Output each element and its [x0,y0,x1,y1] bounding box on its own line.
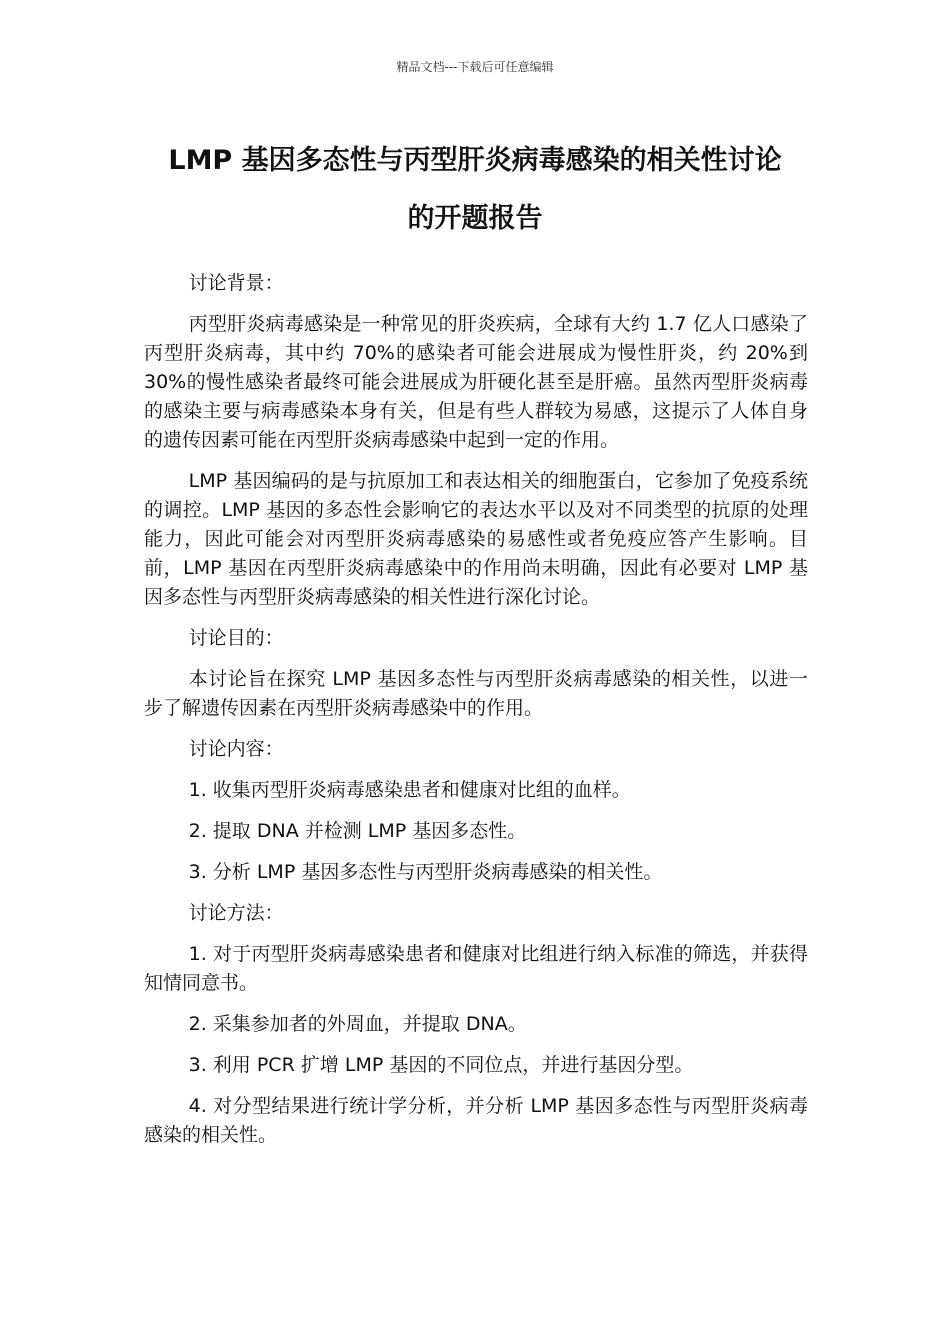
background-paragraph-1: 丙型肝炎病毒感染是一种常见的肝炎疾病，全球有大约 1.7 亿人口感染了丙型肝炎病毒，其中约 70%的感染者可能会进展成为慢性肝炎，约 20%到 30%的慢性感染者最终可能会进展成为肝硬化甚至是肝癌。虽然丙型肝炎病毒的感染主要与病毒感染本身有关，但是有些人群较为易感，这提示了人体自身的遗传因素可能在丙型肝炎病毒感染中起到一定的作用。 [144,313,808,451]
title-line-1: LMP 基因多态性与丙型肝炎病毒感染的相关性讨论 [168,145,782,176]
method-heading: 讨论方法： [188,902,284,924]
background-paragraph-2: LMP 基因编码的是与抗原加工和表达相关的细胞蛋白，它参加了免疫系统的调控。LMP 基因的多态性会影响它的表达水平以及对不同类型的抗原的处理能力，因此可能会对丙型肝炎病毒感染的易感性或者免疫应答产生影响。目前，LMP 基因在丙型肝炎病毒感染中的作用尚未明确，因此有必要对 LMP 基因多态性与丙型肝炎病毒感染的相关性进行深化讨论。 [144,470,808,608]
background-heading: 讨论背景： [188,272,284,294]
title-line-2: 的开题报告 [407,203,543,234]
method-item-3: 3. 利用 PCR 扩增 LMP 基因的不同位点，并进行基因分型。 [188,1054,694,1076]
content-item-1: 1. 收集丙型肝炎病毒感染患者和健康对比组的血样。 [188,779,631,801]
method-item-2: 2. 采集参加者的外周血，并提取 DNA。 [188,1013,527,1035]
method-item-4: 4. 对分型结果进行统计学分析，并分析 LMP 基因多态性与丙型肝炎病毒感染的相关性。 [144,1095,808,1146]
purpose-paragraph: 本讨论旨在探究 LMP 基因多态性与丙型肝炎病毒感染的相关性，以进一步了解遗传因素在丙型肝炎病毒感染中的作用。 [144,668,808,719]
content-item-2: 2. 提取 DNA 并检测 LMP 基因多态性。 [188,820,527,842]
document-body [144,269,808,1162]
content-item-3: 3. 分析 LMP 基因多态性与丙型肝炎病毒感染的相关性。 [188,861,663,883]
content-heading: 讨论内容： [188,738,284,760]
purpose-heading: 讨论目的： [188,627,284,649]
page-header: 精品文档---下载后可任意编辑 [396,60,554,74]
method-item-1: 1. 对于丙型肝炎病毒感染患者和健康对比组进行纳入标准的筛选，并获得知情同意书。 [144,943,808,994]
document-title [120,132,830,248]
